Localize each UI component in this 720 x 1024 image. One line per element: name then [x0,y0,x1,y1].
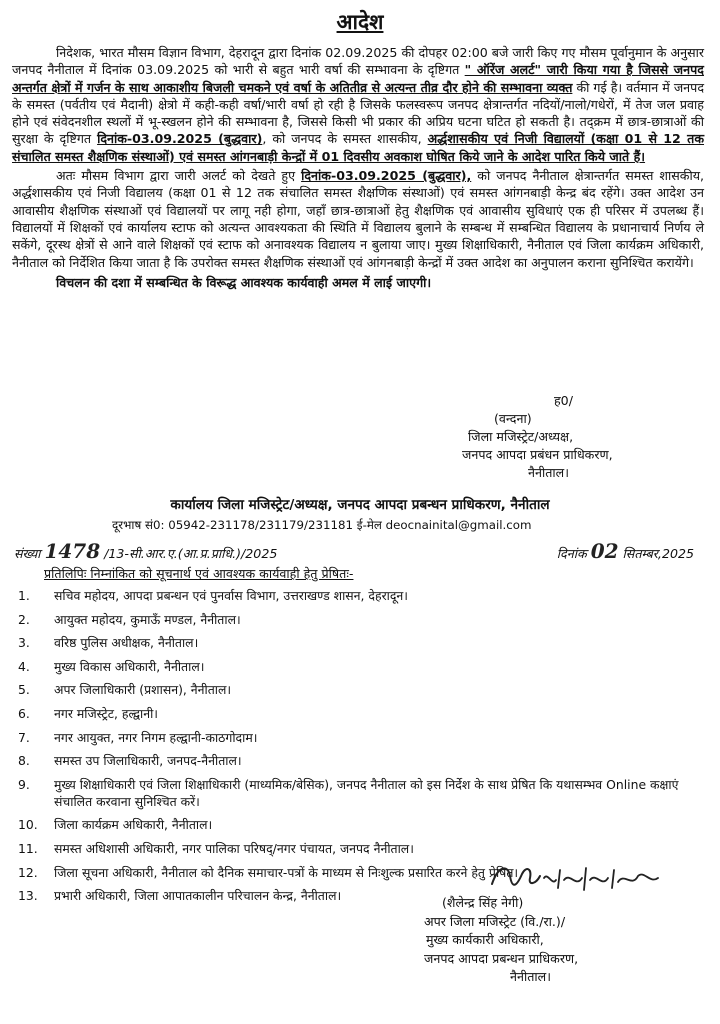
paragraph-2: अतः मौसम विभाग द्वारा जारी अलर्ट को देखते हुए दिनांक-03.09.2025 (बुद्धवार), को जनपद नैनीताल क्षेत्रान्तर्गत समस्त शासकीय, अर्द्धशासकीय एवं निजी विद्यालय (कक्षा 01 से 12 तक संचालित समस्त शैक्षणिक संस्थाओं) एवं समस्त आंगनबाड़ी केन्द्र बंद रहेंगे। उक्त आदेश उन आवासीय शैक्षणिक संस्थाओं एवं विद्यालयों पर लागू नही होगा, जहाँ छात्र-छात्राओं हेतु शैक्षणिक एवं आवासीय सुविधाएं एक ही परिसर में उपलब्ध हैं। विद्यालयों में शिक्षकों एवं कार्यालय स्टाफ को अत्यन्त आवश्यकता की स्थिति में विद्यालय बुलाने के सम्बन्ध में सम्बन्धित विद्यालय के प्रधानाचार्य निर्णय ले सकेंगे, दूरस्थ क्षेत्रों से आने वाले शिक्षकों एवं स्टाफ को अनावश्यक विद्यालय न बुलाया जाए। मुख्य शिक्षाधिकारी, नैनीताल एवं जिला कार्यक्रम अधिकारी, नैनीताल को निर्देशित किया जाता है कि उपरोक्त समस्त शैक्षणिक संस्थाओं एवं आंगनबाड़ी केन्द्रों में उक्त आदेश का अनुपालन कराना सुनिश्चित करायेंगे। [12,168,705,270]
handwritten-signature [486,858,686,898]
list-item: 13. प्रभारी अधिकारी, जिला आपातकालीन परिचालन केन्द्र, नैनीताल। [18,888,342,904]
adm-signature-block [424,894,644,987]
adm-role: मुख्य कार्यकारी अधिकारी, [426,932,544,947]
adm-designation: अपर जिला मजिस्ट्रेट (वि./रा.)/ [424,913,566,929]
adm-authority: जनपद आपदा प्रबन्धन प्राधिकरण, [424,950,579,966]
list-item: 11. समस्त अधिशासी अधिकारी, नगर पालिका परिषद्/नगर पंचायत, जनपद नैनीताल। [18,840,414,856]
handwritten-number: 1478 [44,539,101,563]
list-item: 2. आयुक्त महोदय, कुमाऊँ मण्डल, नैनीताल। [18,611,241,627]
list-item: 3. वरिष्ठ पुलिस अधीक्षक, नैनीताल। [18,635,199,651]
handwritten-day: 02 [590,539,619,563]
signed-mark: ह0/ [554,393,573,408]
list-item: 1. सचिव महोदय, आपदा प्रबन्धन एवं पुनर्वास विभाग, उत्तराखण्ड शासन, देहरादून। [18,588,408,603]
holiday-declaration: अर्द्धशासकीय एवं निजी विद्यालयों (कक्षा 01 से 12 तक संचालित समस्त शैक्षणिक संस्थाओं) एवं समस्त आंगनबाड़ी केन्द्रों में 01 दिवसीय अवकाश घोषित किये जाने के आदेश पारित किये जाते हैं। [12,131,705,164]
list-item: 6. नगर मजिस्ट्रेट, हल्द्वानी। [18,705,158,721]
warning-line: विचलन की दशा में सम्बन्धित के विरूद्ध आवश्यक कार्यवाही अमल में लाई जाएगी। [56,274,432,290]
list-item: 8. समस्त उप जिलाधिकारी, जनपद-नैनीताल। [18,753,242,769]
dm-place: नैनीताल। [528,465,569,480]
office-heading: कार्यालय जिला मजिस्ट्रेट/अध्यक्ष, जनपद आपदा प्रबन्धन प्राधिकरण, नैनीताल [170,497,550,513]
list-item: 4. मुख्य विकास अधिकारी, नैनीताल। [18,658,205,674]
dm-name: (वन्दना) [494,411,532,426]
dm-authority: जनपद आपदा प्रबंधन प्राधिकरण, [462,447,613,462]
dm-signature-block [462,392,672,482]
adm-place: नैनीताल। [510,969,551,984]
document-title: आदेश [336,10,384,34]
list-item: 10. जिला कार्यक्रम अधिकारी, नैनीताल। [18,817,213,833]
orange-alert-text: " ऑरेंज अलर्ट" जारी किया गया है जिससे जनपद अन्तर्गत क्षेत्रों में गर्जन के साथ आकाशीय बिजली चमकने एवं वर्षा के अतितीव्र से अत्यन्त तीव्र दौर होने की सम्भावना व्यक्त [12,62,704,95]
list-item: 12. जिला सूचना अधिकारी, नैनीताल को दैनिक समाचार-पत्रों के माध्यम से निःशुल्क प्रसारित करने हेतु प्रेषित। [18,864,519,880]
holiday-date: दिनांक-03.09.2025 (बुद्धवार) [97,131,263,147]
reference-number: संख्या 1478 /13-सी.आर.ए.(आ.प्र.प्राधि.)/2025 [14,539,278,563]
contact-line: दूरभाष सं0: 05942-231178/231179/231181 ई-मेल deocnainital@gmail.com [112,518,532,532]
order-body [12,44,704,291]
dm-designation: जिला मजिस्ट्रेट/अध्यक्ष, [468,429,574,444]
list-item: 5. अपर जिलाधिकारी (प्रशासन), नैनीताल। [18,682,232,698]
paragraph-1: निदेशक, भारत मौसम विज्ञान विभाग, देहरादून द्वारा दिनांक 02.09.2025 की दोपहर 02:00 बजे जारी किए गए मौसम पूर्वानुमान के अनुसार जनपद नैनीताल में दिनांक 03.09.2025 को भारी से बहुत भारी वर्षा की सम्भावना के दृष्टिगत " ऑरेंज अलर्ट" जारी किया गया है जिससे जनपद अन्तर्गत क्षेत्रों में गर्जन के साथ आकाशीय बिजली चमकने एवं वर्षा के अतितीव्र से अत्यन्त तीव्र दौर होने की सम्भावना व्यक्त की गई है। वर्तमान में जनपद के समस्त (पर्वतीय एवं मैदानी) क्षेत्रो में कही-कही वर्षा/भारी वर्षा हो रही है जिसके फलस्वरूप जनपद क्षेत्रान्तर्गत नदियों/नालो/गधेरों, में तेज जल प्रवाह होने एवं संवेदनशील स्थलों में भू-स्खलन होने की सम्भावना है, जिससे किसी भी प्रकार की अप्रिय घटना घटित हो सकती है। तद्क्रम में छात्र-छात्राओं की सुरक्षा के दृष्टिगत दिनांक-03.09.2025 (बुद्धवार), को जनपद के समस्त शासकीय, अर्द्धशासकीय एवं निजी विद्यालयों (कक्षा 01 से 12 तक संचालित समस्त शैक्षणिक संस्थाओं) एवं समस्त आंगनबाड़ी केन्द्रों में 01 दिवसीय अवकाश घोषित किये जाने के आदेश पारित किये जाते हैं। [12,45,705,164]
reference-date: दिनांक 02 सितम्बर,2025 [556,539,694,563]
copy-to-heading: प्रतिलिपिः निम्नांकित को सूचनार्थ एवं आवश्यक कार्यवाही हेतु प्रेषितः- [44,566,354,581]
adm-name: (शैलेन्द्र सिंह नेगी) [442,895,524,910]
list-item: 9. मुख्य शिक्षाधिकारी एवं जिला शिक्षाधिकारी (माध्यमिक/बेसिक), जनपद नैनीताल को इस निर्देश के साथ प्रेषित कि यथासम्भव Online कक्षाएं संचालित करवाना सुनिश्चित करें। [18,776,679,809]
list-item: 7. नगर आयुक्त, नगर निगम हल्द्वानी-काठगोदाम। [18,729,258,745]
reference-row [14,535,694,565]
closure-date: दिनांक-03.09.2025 (बुद्धवार), [301,168,472,184]
